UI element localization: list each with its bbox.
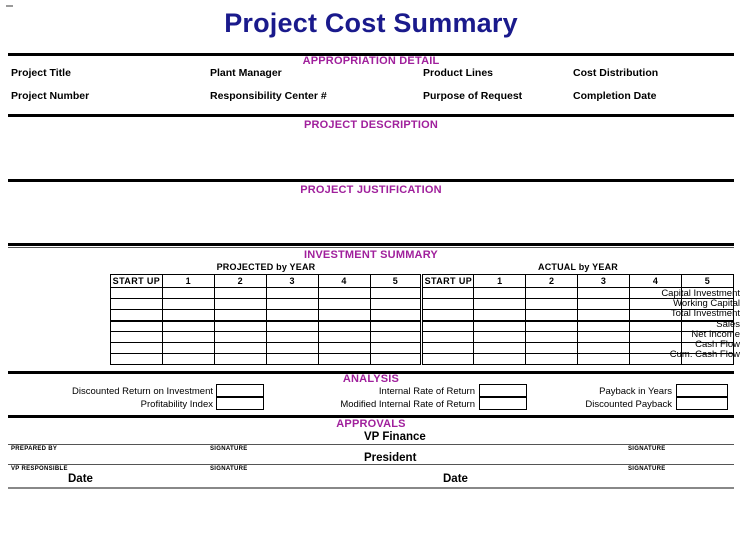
field-label-plant-manager: Plant Manager: [210, 67, 282, 79]
field-label-completion-date: Completion Date: [573, 90, 657, 102]
cell-projected[interactable]: [266, 310, 318, 321]
cell-projected[interactable]: [370, 343, 422, 354]
divider-above-description: [8, 114, 734, 117]
cell-actual[interactable]: [681, 299, 733, 310]
col-header-actual-startup: START UP: [422, 275, 474, 288]
field-label-responsibility-center: Responsibility Center #: [210, 90, 327, 102]
cell-projected[interactable]: [162, 354, 214, 365]
cell-projected[interactable]: [162, 332, 214, 343]
table-row: [111, 299, 734, 310]
description-body[interactable]: [10, 134, 732, 174]
section-heading-description: PROJECT DESCRIPTION: [304, 119, 438, 131]
cell-actual[interactable]: [578, 354, 630, 365]
col-header-actual-year-5: 5: [681, 275, 733, 288]
cell-actual[interactable]: [422, 343, 474, 354]
cell-actual[interactable]: [681, 332, 733, 343]
section-heading-appropriation: APPROPRIATION DETAIL: [302, 55, 440, 67]
cell-actual[interactable]: [630, 299, 682, 310]
cell-actual[interactable]: [474, 343, 526, 354]
field-label-project-number: Project Number: [11, 90, 90, 102]
cell-actual[interactable]: [681, 310, 733, 321]
field-label-product-lines: Product Lines: [423, 67, 494, 79]
cell-projected[interactable]: [318, 288, 370, 299]
cell-projected[interactable]: [111, 343, 163, 354]
table-row: [111, 354, 734, 365]
cell-actual[interactable]: [526, 343, 578, 354]
cell-projected[interactable]: [111, 354, 163, 365]
analysis-input-payback-in-years[interactable]: [676, 384, 728, 397]
cell-projected[interactable]: [318, 354, 370, 365]
cell-projected[interactable]: [214, 299, 266, 310]
section-heading-approvals: APPROVALS: [336, 418, 406, 430]
approval-label-date-right: Date: [443, 473, 468, 485]
cell-actual[interactable]: [474, 288, 526, 299]
section-heading-justification: PROJECT JUSTIFICATION: [300, 184, 442, 196]
cell-projected[interactable]: [214, 354, 266, 365]
col-header-projected-year-2: 2: [214, 275, 266, 288]
corner-mark: [6, 5, 13, 7]
cell-actual[interactable]: [578, 321, 630, 332]
cell-projected[interactable]: [111, 321, 163, 332]
cell-actual[interactable]: [474, 310, 526, 321]
cell-actual[interactable]: [422, 332, 474, 343]
cell-actual[interactable]: [526, 354, 578, 365]
field-label-project-title: Project Title: [11, 67, 71, 79]
analysis-label-discounted-roi: Discounted Return on Investment: [72, 386, 213, 397]
cell-actual[interactable]: [422, 310, 474, 321]
page-title: Project Cost Summary: [224, 8, 518, 38]
cell-projected[interactable]: [266, 354, 318, 365]
cell-projected[interactable]: [111, 332, 163, 343]
cell-actual[interactable]: [681, 288, 733, 299]
col-header-projected-startup: START UP: [111, 275, 163, 288]
analysis-input-profitability-index[interactable]: [216, 397, 264, 410]
cell-projected[interactable]: [318, 310, 370, 321]
approval-label-vp-responsible: VP RESPONSIBLE: [11, 466, 68, 472]
cell-actual[interactable]: [526, 332, 578, 343]
approval-label-signature-4: SIGNATURE: [628, 466, 666, 472]
field-label-cost-distribution: Cost Distribution: [573, 67, 659, 79]
investment-summary-table: [110, 274, 734, 365]
col-header-projected-year-3: 3: [266, 275, 318, 288]
approval-label-prepared-by: PREPARED BY: [11, 446, 58, 452]
cell-actual[interactable]: [578, 343, 630, 354]
cell-actual[interactable]: [630, 354, 682, 365]
cell-projected[interactable]: [370, 299, 422, 310]
cell-actual[interactable]: [630, 288, 682, 299]
col-header-actual-year-3: 3: [578, 275, 630, 288]
table-row: [111, 310, 734, 321]
cell-projected[interactable]: [111, 310, 163, 321]
analysis-label-irr: Internal Rate of Return: [378, 386, 475, 397]
cell-projected[interactable]: [214, 288, 266, 299]
divider-bottom: [8, 487, 734, 489]
cell-actual[interactable]: [630, 332, 682, 343]
approval-label-signature-3: SIGNATURE: [210, 466, 248, 472]
section-heading-analysis: ANALYSIS: [342, 373, 400, 385]
cell-actual[interactable]: [630, 310, 682, 321]
cell-actual[interactable]: [578, 288, 630, 299]
cell-projected[interactable]: [214, 332, 266, 343]
table-row: [111, 288, 734, 299]
cell-projected[interactable]: [266, 299, 318, 310]
approval-label-signature-2: SIGNATURE: [628, 446, 666, 452]
divider-approvals-1: [8, 444, 734, 445]
approval-label-signature-1: SIGNATURE: [210, 446, 248, 452]
cell-actual[interactable]: [526, 310, 578, 321]
col-header-actual-year-1: 1: [474, 275, 526, 288]
cell-actual[interactable]: [422, 288, 474, 299]
cell-projected[interactable]: [318, 343, 370, 354]
cell-actual[interactable]: [630, 343, 682, 354]
cell-actual[interactable]: [474, 354, 526, 365]
cell-actual[interactable]: [526, 288, 578, 299]
cell-actual[interactable]: [422, 321, 474, 332]
cell-projected[interactable]: [370, 310, 422, 321]
row-label-capital-investment: Capital Investment: [661, 288, 740, 299]
cell-projected[interactable]: [214, 343, 266, 354]
cell-projected[interactable]: [318, 299, 370, 310]
cell-projected[interactable]: [318, 332, 370, 343]
cell-projected[interactable]: [370, 321, 422, 332]
col-header-actual-year-4: 4: [630, 275, 682, 288]
col-header-projected-year-4: 4: [318, 275, 370, 288]
cell-projected[interactable]: [266, 288, 318, 299]
row-label-sales: Sales: [716, 319, 740, 330]
row-label-cum-cash-flow: Cum. Cash Flow: [669, 349, 740, 360]
approval-title-vp-finance: VP Finance: [364, 431, 426, 443]
cell-actual[interactable]: [681, 343, 733, 354]
table-row: [111, 343, 734, 354]
analysis-label-profitability-index: Profitability Index: [140, 399, 213, 410]
cell-actual[interactable]: [474, 321, 526, 332]
cell-projected[interactable]: [370, 354, 422, 365]
cell-projected[interactable]: [162, 299, 214, 310]
group-heading-actual: ACTUAL by YEAR: [538, 262, 618, 272]
cell-actual[interactable]: [681, 354, 733, 365]
field-label-purpose-of-request: Purpose of Request: [423, 90, 523, 102]
col-header-projected-year-1: 1: [162, 275, 214, 288]
analysis-input-discounted-payback[interactable]: [676, 397, 728, 410]
table-row: [111, 321, 734, 332]
cell-actual[interactable]: [474, 299, 526, 310]
divider-approvals-2: [8, 464, 734, 465]
cell-actual[interactable]: [681, 321, 733, 332]
cell-actual[interactable]: [422, 354, 474, 365]
divider-above-justification: [8, 179, 734, 182]
cell-projected[interactable]: [214, 310, 266, 321]
cell-projected[interactable]: [266, 321, 318, 332]
cell-projected[interactable]: [266, 343, 318, 354]
row-label-working-capital: Working Capital: [673, 298, 740, 309]
divider-above-investment-hair: [8, 247, 734, 248]
cell-projected[interactable]: [111, 288, 163, 299]
cell-projected[interactable]: [266, 332, 318, 343]
cell-actual[interactable]: [578, 310, 630, 321]
approval-label-date-left: Date: [68, 473, 93, 485]
cell-projected[interactable]: [162, 310, 214, 321]
col-header-actual-year-2: 2: [526, 275, 578, 288]
cell-actual[interactable]: [422, 299, 474, 310]
cell-actual[interactable]: [474, 332, 526, 343]
analysis-label-mirr: Modified Internal Rate of Return: [340, 399, 475, 410]
cell-projected[interactable]: [214, 321, 266, 332]
analysis-label-discounted-payback: Discounted Payback: [585, 399, 672, 410]
divider-above-investment: [8, 243, 734, 246]
row-label-total-investment: Total Investment: [670, 308, 740, 319]
cell-actual[interactable]: [578, 332, 630, 343]
cell-projected[interactable]: [162, 343, 214, 354]
table-row: [111, 332, 734, 343]
row-label-net-income: Net Income: [691, 329, 740, 340]
cell-projected[interactable]: [318, 321, 370, 332]
analysis-label-payback-in-years: Payback in Years: [599, 386, 672, 397]
cell-projected[interactable]: [370, 332, 422, 343]
analysis-input-discounted-roi[interactable]: [216, 384, 264, 397]
investment-table-header-row: [111, 275, 734, 288]
approval-title-president: President: [364, 452, 417, 464]
row-label-cash-flow: Cash Flow: [695, 339, 740, 350]
col-header-projected-year-5: 5: [370, 275, 422, 288]
cell-actual[interactable]: [526, 299, 578, 310]
cell-projected[interactable]: [162, 321, 214, 332]
group-heading-projected: PROJECTED by YEAR: [216, 262, 316, 272]
cell-actual[interactable]: [526, 321, 578, 332]
cell-actual[interactable]: [578, 299, 630, 310]
cell-projected[interactable]: [111, 299, 163, 310]
section-heading-investment: INVESTMENT SUMMARY: [304, 249, 438, 261]
cell-projected[interactable]: [162, 288, 214, 299]
cell-actual[interactable]: [630, 321, 682, 332]
justification-body[interactable]: [10, 199, 732, 241]
cell-projected[interactable]: [370, 288, 422, 299]
